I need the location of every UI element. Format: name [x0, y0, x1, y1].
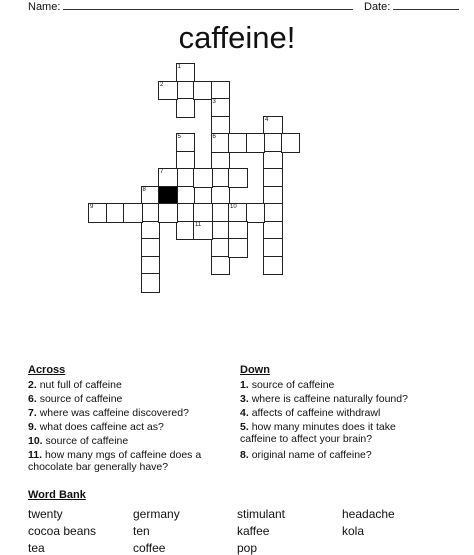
clue-number: 6 [212, 134, 216, 140]
grid-cell[interactable] [211, 256, 231, 276]
grid-cell[interactable] [176, 98, 196, 118]
down-clue: 3. where is caffeine naturally found? [240, 393, 408, 405]
word-bank-item: ten [133, 524, 150, 538]
clue-number: 5 [177, 134, 181, 140]
word-bank-item: twenty [28, 507, 63, 521]
across-clue: 11. how many mgs of caffeine does a [28, 449, 202, 461]
down-clue: 4. affects of caffeine withdrawl [240, 407, 381, 419]
date-label: Date: [364, 1, 391, 13]
across-clue-continued: chocolate bar generally have? [28, 461, 169, 473]
word-bank-item: coffee [133, 541, 166, 555]
across-clue: 6. source of caffeine [28, 393, 123, 405]
grid-cell[interactable] [228, 168, 248, 188]
word-bank-item: pop [237, 541, 258, 555]
clue-number: 2 [160, 81, 164, 88]
word-bank-item: kola [342, 524, 365, 538]
down-clue: 5. how many minutes does it take [240, 421, 396, 433]
word-bank-item: tea [28, 541, 45, 555]
clue-number: 9 [90, 204, 94, 210]
name-label: Name: [28, 1, 61, 13]
clue-number: 7 [160, 169, 164, 175]
grid-cell[interactable] [193, 221, 213, 241]
grid-cell[interactable] [281, 133, 301, 153]
word-bank-item: cocoa beans [28, 524, 97, 538]
clue-number: 4 [265, 116, 269, 123]
clue-number: 3 [212, 99, 216, 105]
word-bank-item: stimulant [237, 507, 286, 521]
clue-number: 8 [142, 186, 146, 193]
down-clue-continued: caffeine to affect your brain? [240, 433, 373, 445]
grid-cell[interactable] [246, 133, 266, 153]
across-clue: 9. what does caffeine act as? [28, 421, 164, 433]
grid-cell[interactable] [246, 203, 266, 223]
word-bank-item: headache [342, 507, 395, 521]
across-clue: 10. source of caffeine [28, 435, 129, 447]
grid-cell[interactable] [228, 238, 248, 258]
grid-cell[interactable] [263, 256, 283, 276]
word-bank-item: kaffee [237, 524, 270, 538]
grid-cell[interactable] [158, 81, 178, 101]
page-title: caffeine! [178, 20, 296, 55]
down-clue: 8. original name of caffeine? [240, 449, 372, 461]
grid-cell[interactable] [123, 203, 143, 223]
down-heading: Down [240, 364, 270, 376]
grid-cell[interactable] [158, 203, 178, 223]
across-clue: 2. nut full of caffeine [28, 379, 122, 391]
grid-cell[interactable] [193, 168, 213, 188]
clue-number: 11 [195, 221, 202, 228]
clue-number: 10 [230, 204, 237, 210]
word-bank-item: germany [133, 507, 180, 521]
word-bank-heading: Word Bank [28, 489, 86, 501]
down-clue: 1. source of caffeine [240, 379, 335, 391]
across-heading: Across [28, 364, 66, 376]
grid-cell[interactable] [141, 273, 161, 293]
across-clue: 7. where was caffeine discovered? [28, 407, 189, 419]
clue-number: 1 [177, 64, 181, 70]
